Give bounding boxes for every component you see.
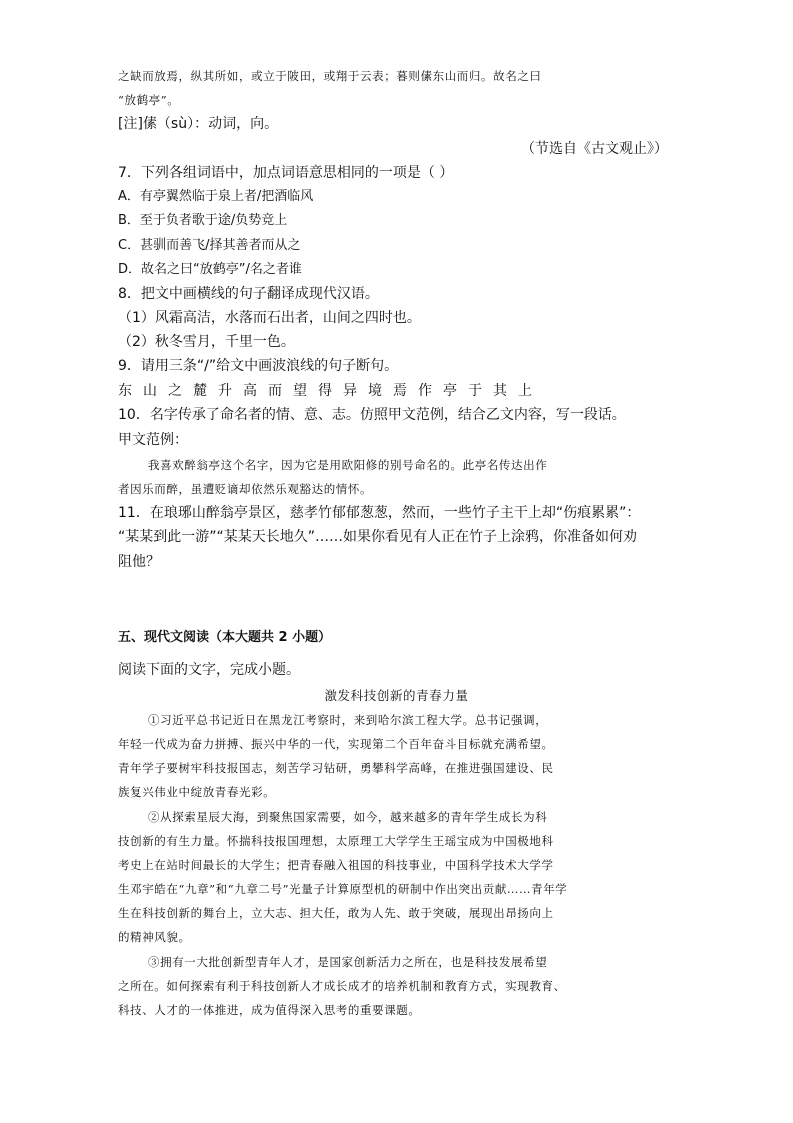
paragraph-line: 技创新的有生力量。怀揣科技报国理想，太原理工大学学生王瑶宝成为中国极地科 — [118, 834, 554, 848]
option-a: A．有亭翼然临于泉上者/把酒临风 — [118, 189, 314, 204]
source-citation: （节选自《古文观止》） — [521, 141, 668, 157]
question-11-line: 11．在琅琊山醉翁亭景区，慈孝竹郁郁葱葱，然而，一些竹子主干上却“伤痕累累”： — [118, 505, 641, 521]
question-11-line: “某某到此一游”“某某天长地久”……如果你看见有人正在竹子上涂鸦，你准备如何劝 — [118, 529, 638, 545]
paragraph-line: 考史上在站时间最长的大学生；把青春融入祖国的科技事业，中国科学技术大学学 — [118, 858, 554, 872]
paragraph-line: 生在科技创新的舞台上，立大志、担大任，敢为人先、敢于突破，展现出昂扬向上 — [118, 906, 554, 920]
example-label: 甲文范例： — [118, 432, 188, 448]
question-8-stem: 8．把文中画横线的句子翻译成现代汉语。 — [118, 286, 379, 302]
paragraph-line: ②从探索星辰大海，到聚焦国家需要，如今，越来越多的青年学生成长为科 — [148, 810, 548, 824]
example-line: 我喜欢醉翁亭这个名字，因为它是用欧阳修的别号命名的。此亭名传达出作 — [148, 458, 548, 472]
annotation-note: [注]傃（sù）：动词，向。 — [118, 116, 279, 132]
paragraph-line: 之所在。如何探索有利于科技创新人才成长成才的培养机制和教育方式，实现教育、 — [118, 979, 566, 993]
paragraph-line: ③拥有一大批创新型青年人才，是国家创新活力之所在，也是科技发展希望 — [148, 955, 548, 969]
paragraph-line: 年轻一代成为奋力拼搏、振兴中华的一代，实现第二个百年奋斗目标就充满希望。 — [118, 737, 554, 751]
article-title: 激发科技创新的青春力量 — [324, 688, 469, 703]
passage-line: “放鹤亭”。 — [118, 93, 180, 107]
question-9-sentence: 东山之麓升高而望得异境焉作亭于其上 — [118, 383, 543, 399]
question-8-item-2: （2）秋冬雪月，千里一色。 — [118, 334, 295, 350]
option-b: B．至于负者歌于途/负势竞上 — [118, 213, 288, 228]
paragraph-line: 生邓宇皓在“九章”和“九章二号”光量子计算原型机的研制中作出突出贡献……青年学 — [118, 882, 568, 896]
paragraph-line: 青年学子要树牢科技报国志，刻苦学习钻研，勇攀科学高峰，在推进强国建设、民 — [118, 761, 554, 775]
passage-line: 之缺而放焉，纵其所如，或立于陂田，或翔于云表；暮则傃东山而归。故名之曰 — [118, 69, 542, 83]
option-d: D．故名之曰“放鹤亭”/名之者谁 — [118, 262, 302, 277]
question-9-stem: 9．请用三条“/”给文中画波浪线的句子断句。 — [118, 358, 399, 374]
section-heading: 五、现代文阅读（本大题共 2 小题） — [118, 630, 332, 645]
paragraph-line: ①习近平总书记近日在黑龙江考察时，来到哈尔滨工程大学。总书记强调， — [148, 713, 548, 727]
example-line: 者因乐而醉，虽遭贬谪却依然乐观豁达的情怀。 — [118, 482, 373, 496]
section-instruction: 阅读下面的文字，完成小题。 — [118, 662, 300, 678]
paragraph-line: 科技、人才的一体推进，成为值得深入思考的重要课题。 — [118, 1003, 421, 1017]
question-7-stem: 7．下列各组词语中，加点词语意思相同的一项是（ ） — [118, 165, 454, 181]
paragraph-line: 族复兴伟业中绽放青春光彩。 — [118, 785, 276, 799]
paragraph-line: 的精神风貌。 — [118, 930, 191, 944]
question-11-line: 阻他？ — [118, 554, 160, 570]
option-c: C．甚驯而善飞/择其善者而从之 — [118, 238, 301, 253]
question-10-stem: 10．名字传承了命名者的情、意、志。仿照甲文范例，结合乙文内容，写一段话。 — [118, 407, 626, 423]
question-8-item-1: （1）风霜高洁，水落而石出者，山间之四时也。 — [118, 310, 421, 326]
